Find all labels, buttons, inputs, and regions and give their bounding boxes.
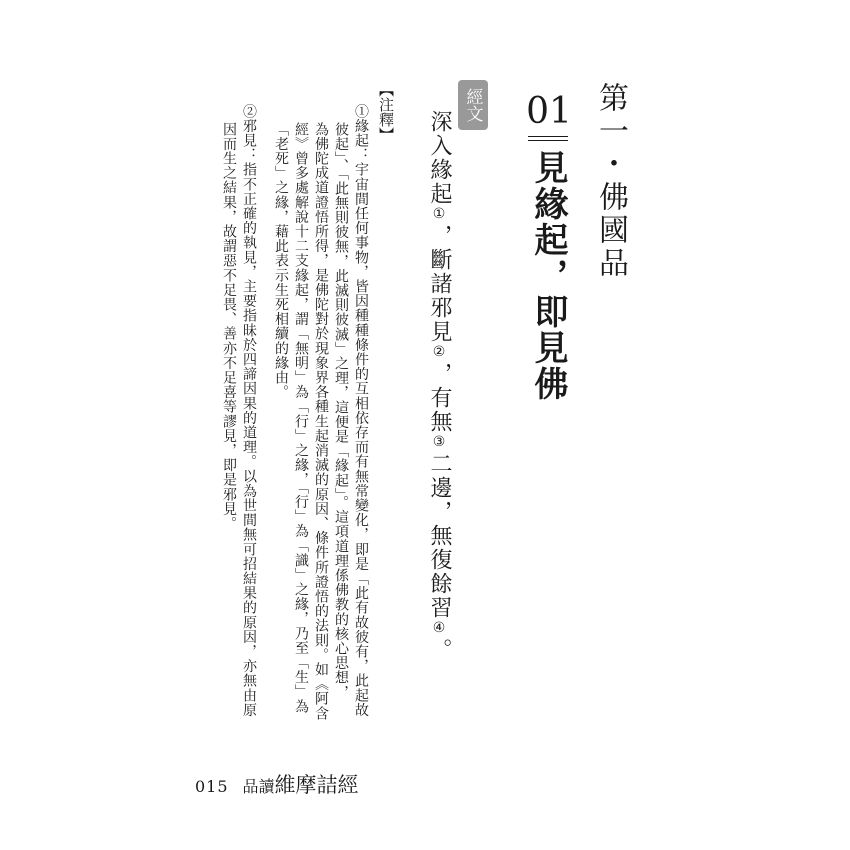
page-footer [195,769,359,799]
section-number: 01 [526,91,572,132]
sutra-text-part: 。 [427,638,452,662]
sutra-note-ref: ① [431,206,447,224]
book-title-prefix: 品讀 [242,777,275,796]
sutra-text-part: ，斷諸邪見 [427,224,452,344]
note-column: ①緣起：宇宙間任何事物，皆因種種條件的互相依存而有無常變化，即是「此有故彼有，此起故 [353,104,369,718]
chapter-title: 第一・佛國品 [593,82,628,280]
sutra-text [422,110,456,662]
sutra-note-ref: ④ [431,620,447,638]
note-column: ②邪見：指不正確的執見，主要指昧於四諦因果的道理。以為世間無可招結果的原因，亦無由原 [241,104,257,718]
sutra-note-ref: ③ [431,434,447,452]
note-column: 因而生之結果，故謂惡不足畏、善亦不足喜等謬見，即是邪見。 [221,122,237,531]
book-title: 維摩詰經 [274,773,359,797]
section-number-rule [528,136,568,141]
section-title: 見緣起，即見佛 [528,150,568,402]
notes-label: 【注釋】 [377,82,395,142]
note-column: 經》曾多處解說十二支緣起，謂「無明」為「行」之緣，「行」為「識」之緣，乃至「生」為 [293,122,309,714]
sutra-text-part: ，有無 [427,362,452,434]
note-column: 彼起」、「此無則彼無，此滅則彼滅」之理，這便是「緣起」。這項道理係佛教的核心思想， [333,122,349,700]
page-number: 015 [195,777,229,796]
sutra-text-part: 二邊，無復餘習 [427,452,452,620]
note-column: 「老死」之緣，藉此表示生死相續的緣由。 [273,122,289,400]
sutra-text-part: 深入緣起 [427,110,452,206]
note-column: 為佛陀成道證悟所得，是佛陀對於現象界各種生起消滅的原因、條件所證悟的法則。如《阿含 [313,122,329,721]
sutra-label: 經文 [458,80,488,130]
sutra-note-ref: ② [431,344,447,362]
